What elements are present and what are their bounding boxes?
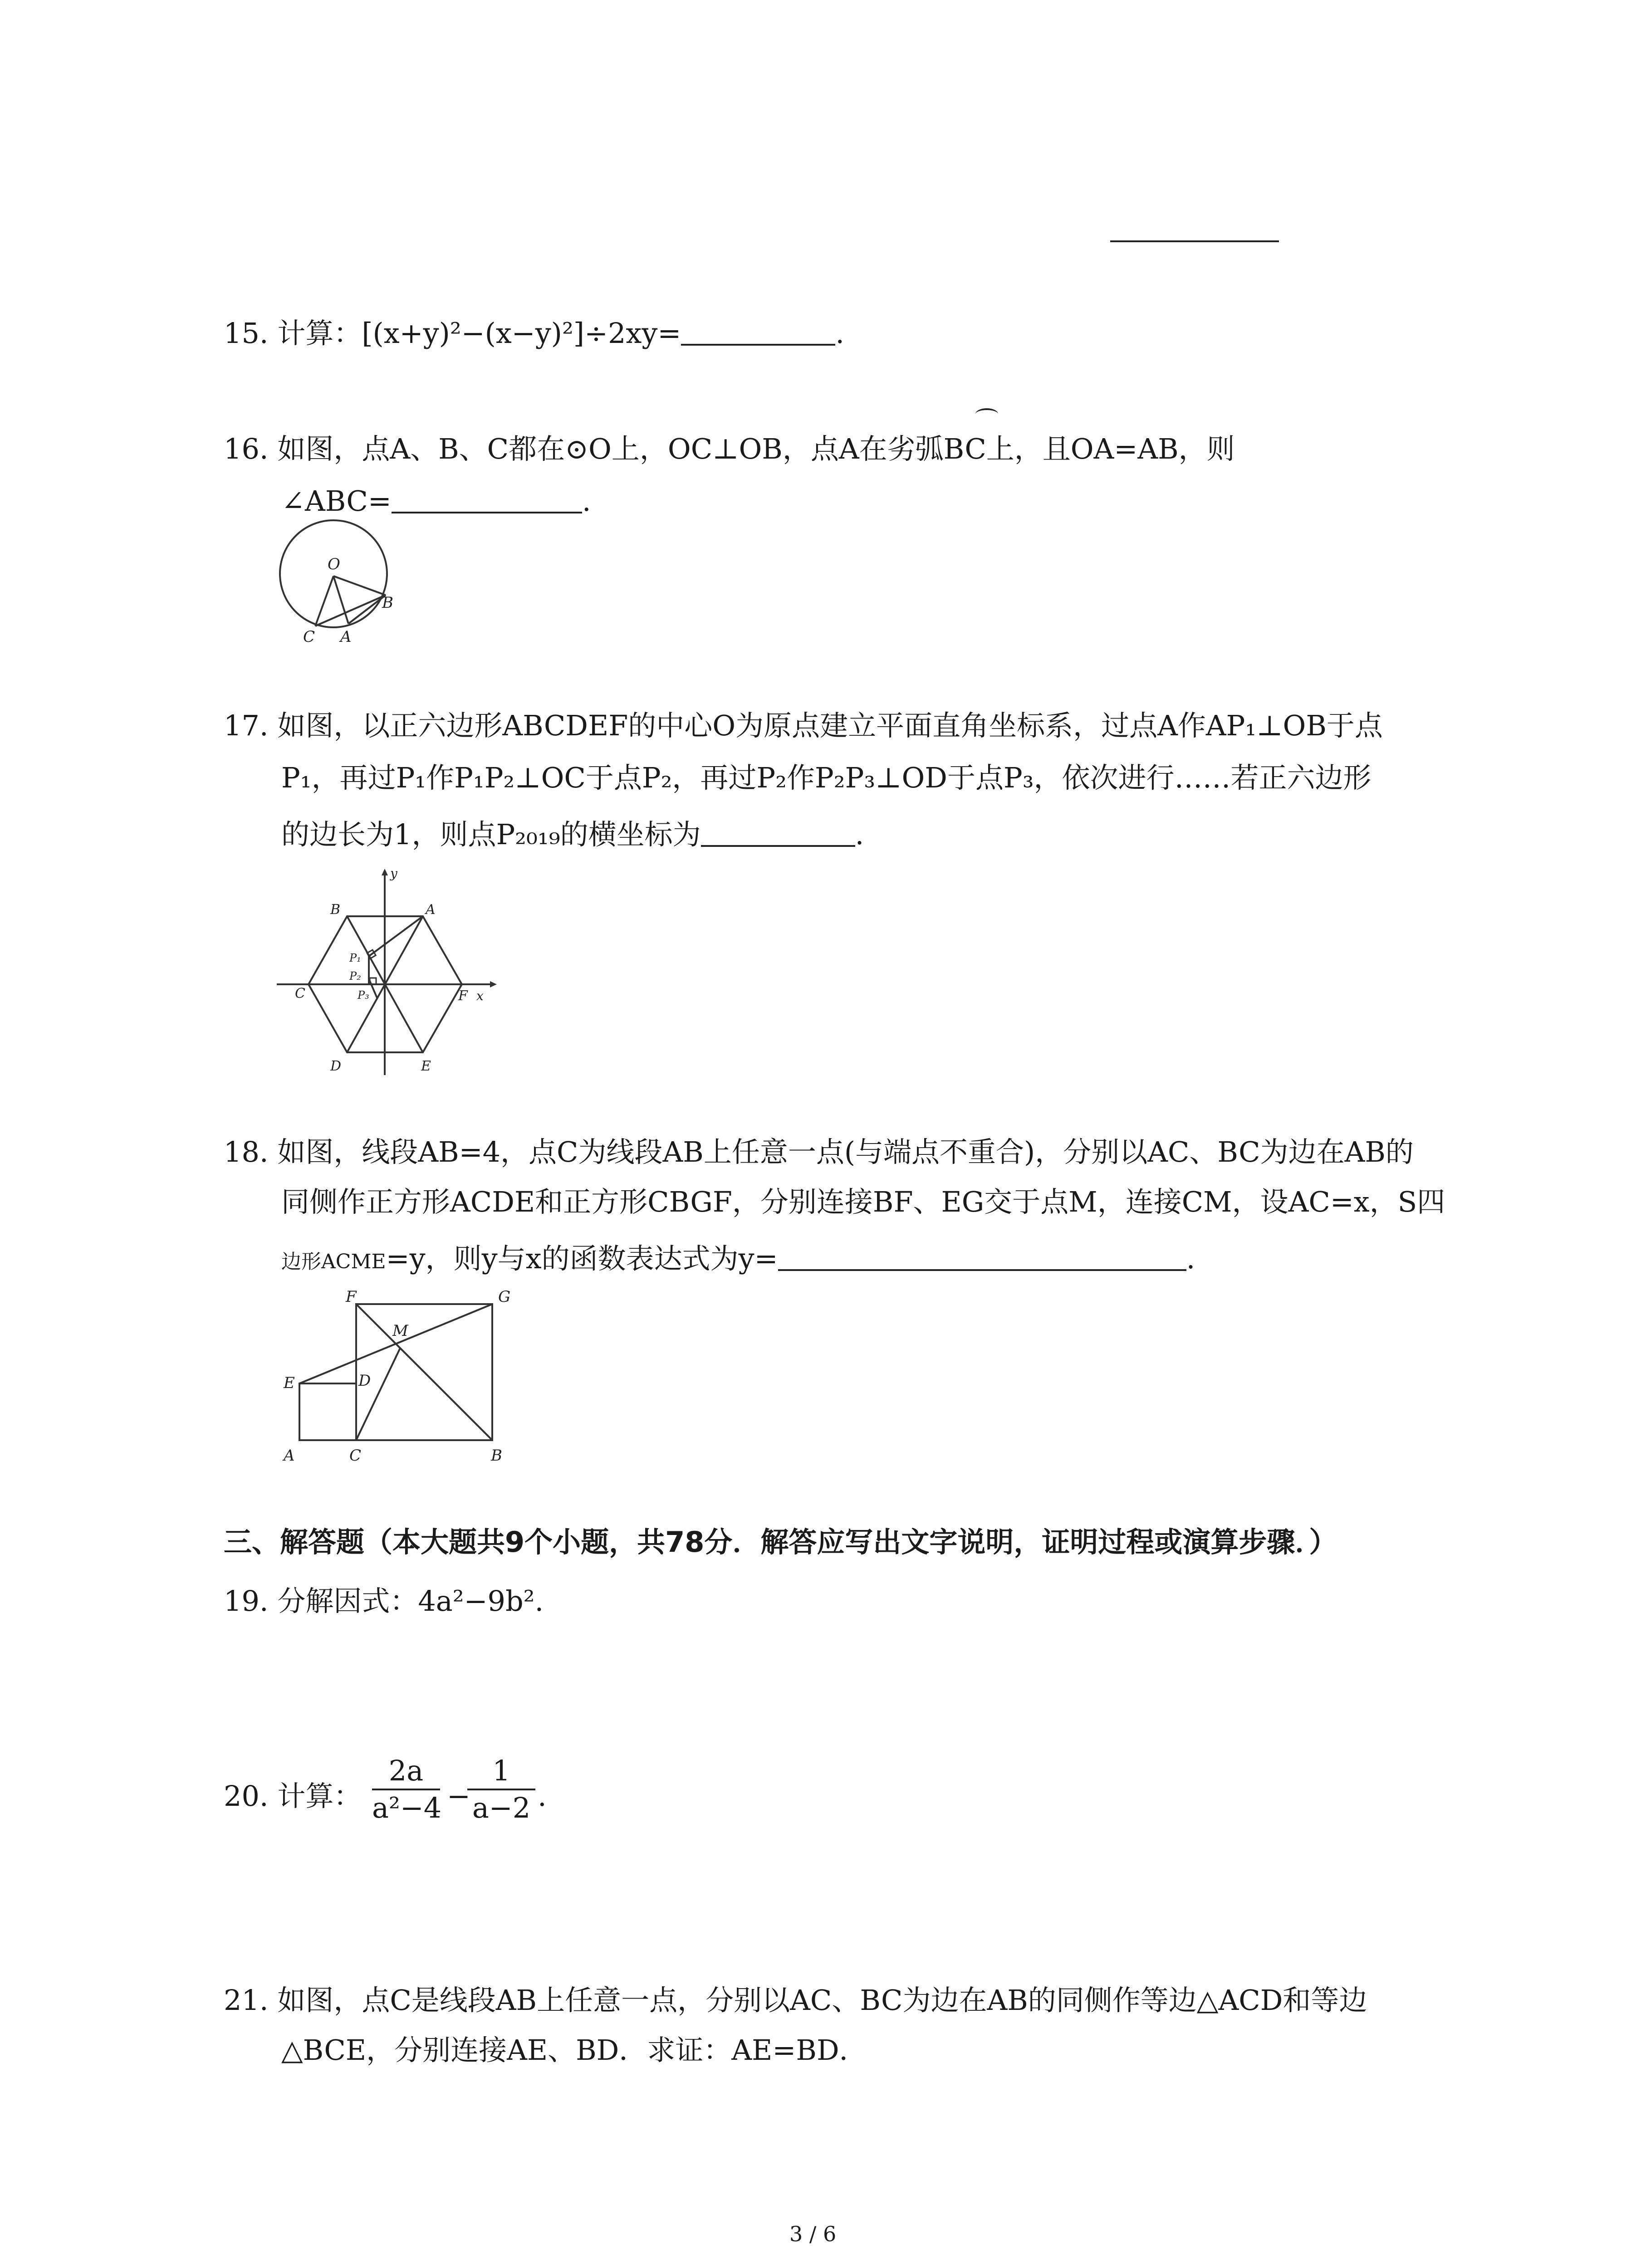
question-number: 16.: [224, 432, 269, 465]
label-b: B: [382, 594, 393, 612]
question-label: 计算：: [277, 1779, 362, 1813]
numerator: 1: [467, 1753, 535, 1790]
label-c: C: [349, 1447, 362, 1465]
question-18-line3: [281, 1241, 1195, 1280]
segment-ap1: [369, 916, 423, 956]
question-number: 17.: [224, 709, 269, 742]
label-d: D: [358, 1372, 371, 1390]
segment-fb: [356, 1304, 492, 1440]
segment-ob: [333, 576, 386, 595]
label-a: A: [426, 902, 436, 918]
numerator: 2a: [372, 1753, 440, 1790]
fraction-1: [372, 1753, 440, 1826]
label-p3: P₃: [358, 989, 369, 1002]
label-m: M: [392, 1322, 408, 1340]
denominator: a²−4: [372, 1791, 442, 1824]
question-text: P₁，再过P₁作P₁P₂⊥OC于点P₂，再过P₂作P₂P₃⊥OD于点P₃，依次进行……若正六边形: [281, 761, 1372, 794]
question-21-line2: [281, 2032, 867, 2068]
y-arrow: [382, 869, 388, 875]
answer-blank-top: [1110, 240, 1279, 242]
label-c: C: [303, 628, 315, 646]
question-21-line1: [224, 1982, 1367, 2019]
question-text: 计算：[(x+y)²−(x−y)²]÷2xy=: [277, 317, 681, 350]
question-text: 如图，点A、B、C都在⊙O上，OC⊥OB，点A在劣弧BC上，且OA=AB，则: [277, 432, 1235, 465]
segment-cm: [356, 1348, 400, 1440]
arc-mark: [975, 408, 998, 420]
question-number: 18.: [224, 1135, 269, 1168]
circle-o: [280, 520, 387, 627]
label-p1: P₁: [349, 952, 361, 964]
label-g: G: [498, 1288, 511, 1306]
question-text: =y，则y与x的函数表达式为y=: [386, 1242, 778, 1275]
label-b: B: [491, 1447, 502, 1465]
question-text: 同侧作正方形ACDE和正方形CBGF，分别连接BF、EG交于点M，连接CM，设AC=x，S四: [281, 1185, 1445, 1218]
question-text: 如图，以正六边形ABCDEF的中心O为原点建立平面直角坐标系，过点A作AP₁⊥OB于点: [277, 709, 1383, 742]
answer-blank: [392, 484, 582, 513]
label-e: E: [421, 1058, 431, 1074]
fraction-2: [467, 1753, 535, 1826]
question-17-line1: [224, 708, 1383, 744]
answer-blank: [681, 317, 835, 346]
label-a: A: [340, 628, 352, 646]
question-text: 如图，线段AB=4，点C为线段AB上任意一点(与端点不重合)，分别以AC、BC为边在AB的: [277, 1135, 1414, 1168]
question-17-line2: [281, 760, 1372, 796]
figure-circle: [272, 522, 417, 644]
label-e: E: [284, 1374, 295, 1392]
page-number: 3 / 6: [789, 2222, 837, 2246]
period: .: [1186, 1242, 1195, 1275]
label-d: D: [330, 1058, 342, 1074]
answer-blank: [701, 818, 855, 847]
question-16-line2: [281, 483, 591, 519]
section-heading: 三、解答题（本大题共9个小题，共78分．解答应写出文字说明，证明过程或演算步骤．）: [224, 1525, 1337, 1559]
question-17-line3: [281, 816, 864, 853]
question-18-line2: [281, 1184, 1445, 1220]
label-c: C: [295, 986, 305, 1002]
label-f: F: [346, 1288, 357, 1306]
minus-sign: −: [447, 1779, 470, 1813]
label-f: F: [458, 988, 468, 1004]
question-number: 20.: [224, 1779, 269, 1813]
question-18-line1: [224, 1134, 1414, 1170]
question-text: 的边长为1，则点P₂₀₁₉的横坐标为: [281, 818, 701, 851]
subscript-label: 边形ACME: [281, 1250, 386, 1273]
question-text: 如图，点C是线段AB上任意一点，分别以AC、BC为边在AB的同侧作等边△ACD和等边: [277, 1984, 1367, 2017]
question-15: [224, 315, 844, 352]
question-text: ∠ABC=: [281, 484, 392, 518]
question-number: 15.: [224, 317, 269, 350]
denominator: a−2: [472, 1791, 531, 1824]
label-x: x: [476, 988, 484, 1003]
question-number: 21.: [224, 1984, 269, 2017]
question-20: [224, 1778, 362, 1814]
question-16-line1: [224, 431, 1235, 467]
period: .: [835, 317, 845, 350]
label-p2: P₂: [349, 970, 361, 982]
question-text: 分解因式：4a²−9b².: [277, 1584, 544, 1618]
period: .: [855, 818, 864, 851]
figure-squares: [281, 1288, 526, 1470]
answer-blank: [778, 1242, 1186, 1271]
figure-hexagon: [277, 866, 504, 1075]
label-b: B: [330, 902, 341, 918]
label-a: A: [284, 1447, 295, 1465]
label-y: y: [390, 866, 397, 881]
square-acde: [299, 1383, 356, 1440]
period: .: [582, 484, 591, 518]
label-o: O: [328, 555, 340, 573]
question-text: △BCE，分别连接AE、BD．求证：AE=BD．: [281, 2033, 867, 2067]
question-number: 19.: [224, 1584, 269, 1618]
x-arrow: [490, 981, 497, 987]
question-19: [224, 1583, 544, 1619]
period: .: [538, 1779, 547, 1813]
